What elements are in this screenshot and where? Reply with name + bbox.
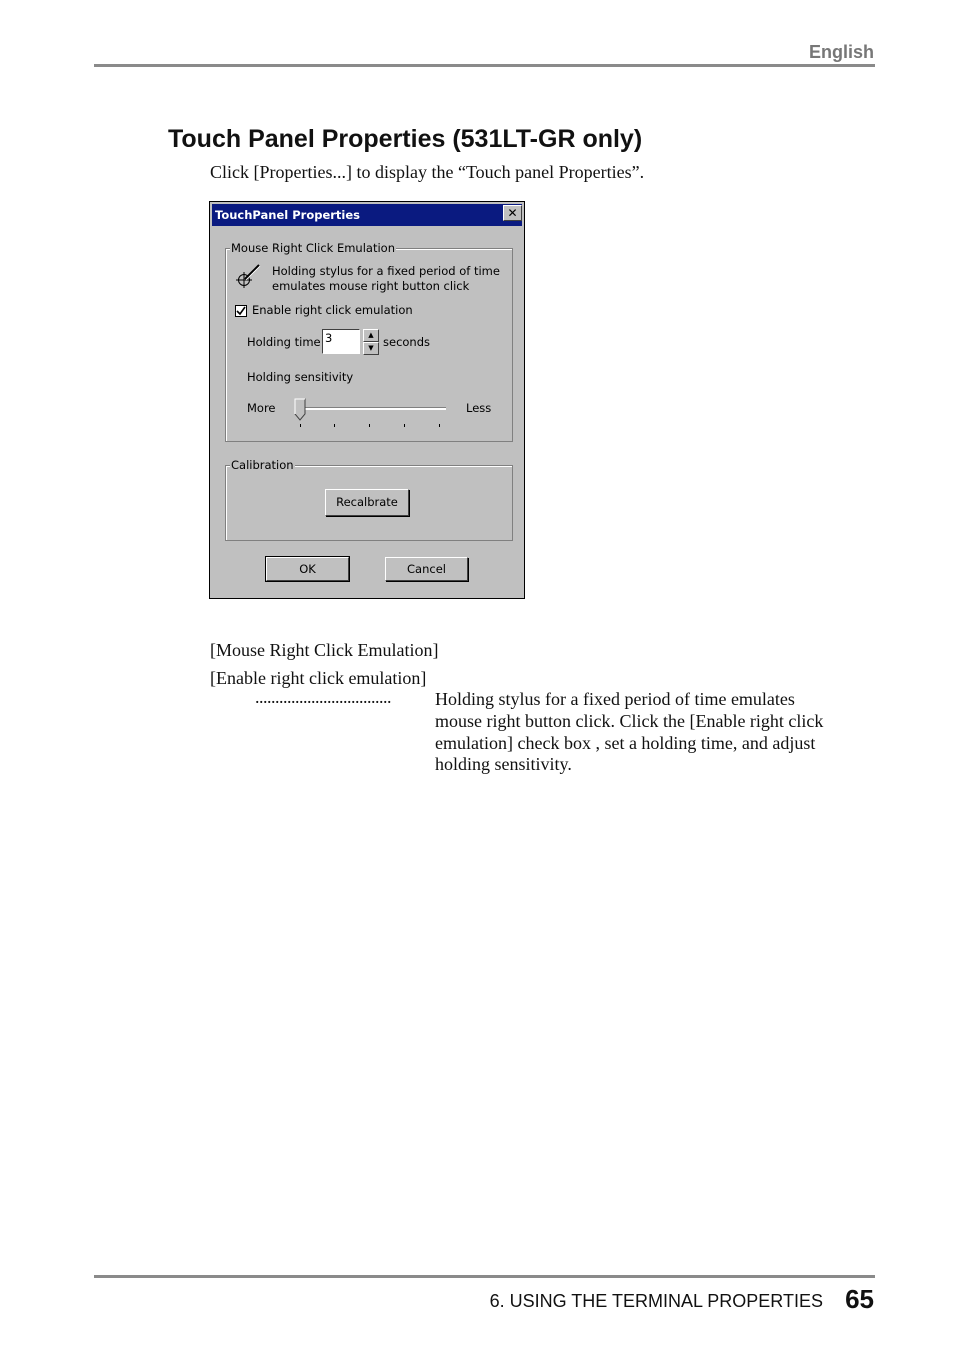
holding-time-input[interactable]: 3 <box>322 329 360 354</box>
ok-button[interactable]: OK <box>266 557 349 581</box>
spin-down-icon[interactable]: ▼ <box>363 342 379 355</box>
sensitivity-slider-track[interactable] <box>296 407 446 410</box>
enable-right-click-label[interactable]: Enable right click emulation <box>252 303 413 317</box>
enable-right-click-checkbox[interactable] <box>235 305 247 317</box>
dialog-title: TouchPanel Properties <box>215 208 361 222</box>
description-item-label: [Enable right click emulation] <box>210 668 427 688</box>
mouse-group-label: Mouse Right Click Emulation <box>231 241 395 255</box>
section-title: Touch Panel Properties (531LT-GR only) <box>168 125 643 153</box>
holding-sensitivity-label: Holding sensitivity <box>247 370 354 384</box>
page-number: 65 <box>845 1284 874 1314</box>
description-leader: .................................. <box>255 687 391 707</box>
description-heading: [Mouse Right Click Emulation] <box>210 640 439 660</box>
footer-rule <box>94 1275 875 1278</box>
dialog-title-bar[interactable] <box>212 204 522 226</box>
description-text-line1: Holding stylus for a fixed period of time emulates <box>435 689 795 709</box>
calibration-group <box>225 458 513 541</box>
holding-time-unit: seconds <box>383 335 431 349</box>
header-language: English <box>808 42 874 62</box>
slider-tick <box>369 424 370 427</box>
slider-tick <box>300 424 301 427</box>
section-intro: Click [Properties...] to display the “Touch panel Properties”. <box>210 162 645 182</box>
description-text-line4: holding sensitivity. <box>435 754 572 774</box>
touchpanel-properties-dialog <box>209 201 525 599</box>
slider-tick <box>404 424 405 427</box>
description-text-line2: mouse right button click. Click the [Enable right click <box>435 711 824 731</box>
header-rule <box>94 64 875 67</box>
sensitivity-slider-thumb[interactable] <box>294 398 306 422</box>
holding-time-spinner <box>363 329 379 355</box>
stylus-icon <box>234 263 262 291</box>
slider-tick <box>439 424 440 427</box>
slider-less-label: Less <box>466 401 492 415</box>
checkmark-icon <box>236 306 246 316</box>
description-text-line3: emulation] check box , set a holding time, and adjust <box>435 733 816 753</box>
footer-chapter: 6. USING THE TERMINAL PROPERTIES <box>489 1291 823 1311</box>
mouse-description-line1: Holding stylus for a fixed period of time <box>272 264 500 278</box>
slider-tick <box>334 424 335 427</box>
mouse-description-line2: emulates mouse right button click <box>272 279 470 293</box>
close-icon[interactable]: ✕ <box>503 205 522 221</box>
mouse-right-click-group <box>225 241 513 442</box>
cancel-button[interactable]: Cancel <box>385 557 468 581</box>
holding-time-label: Holding time <box>247 335 321 349</box>
spin-up-icon[interactable]: ▲ <box>363 329 379 342</box>
slider-more-label: More <box>247 401 276 415</box>
recalibrate-button[interactable]: Recalbrate <box>325 489 409 516</box>
calibration-group-label: Calibration <box>231 458 294 472</box>
